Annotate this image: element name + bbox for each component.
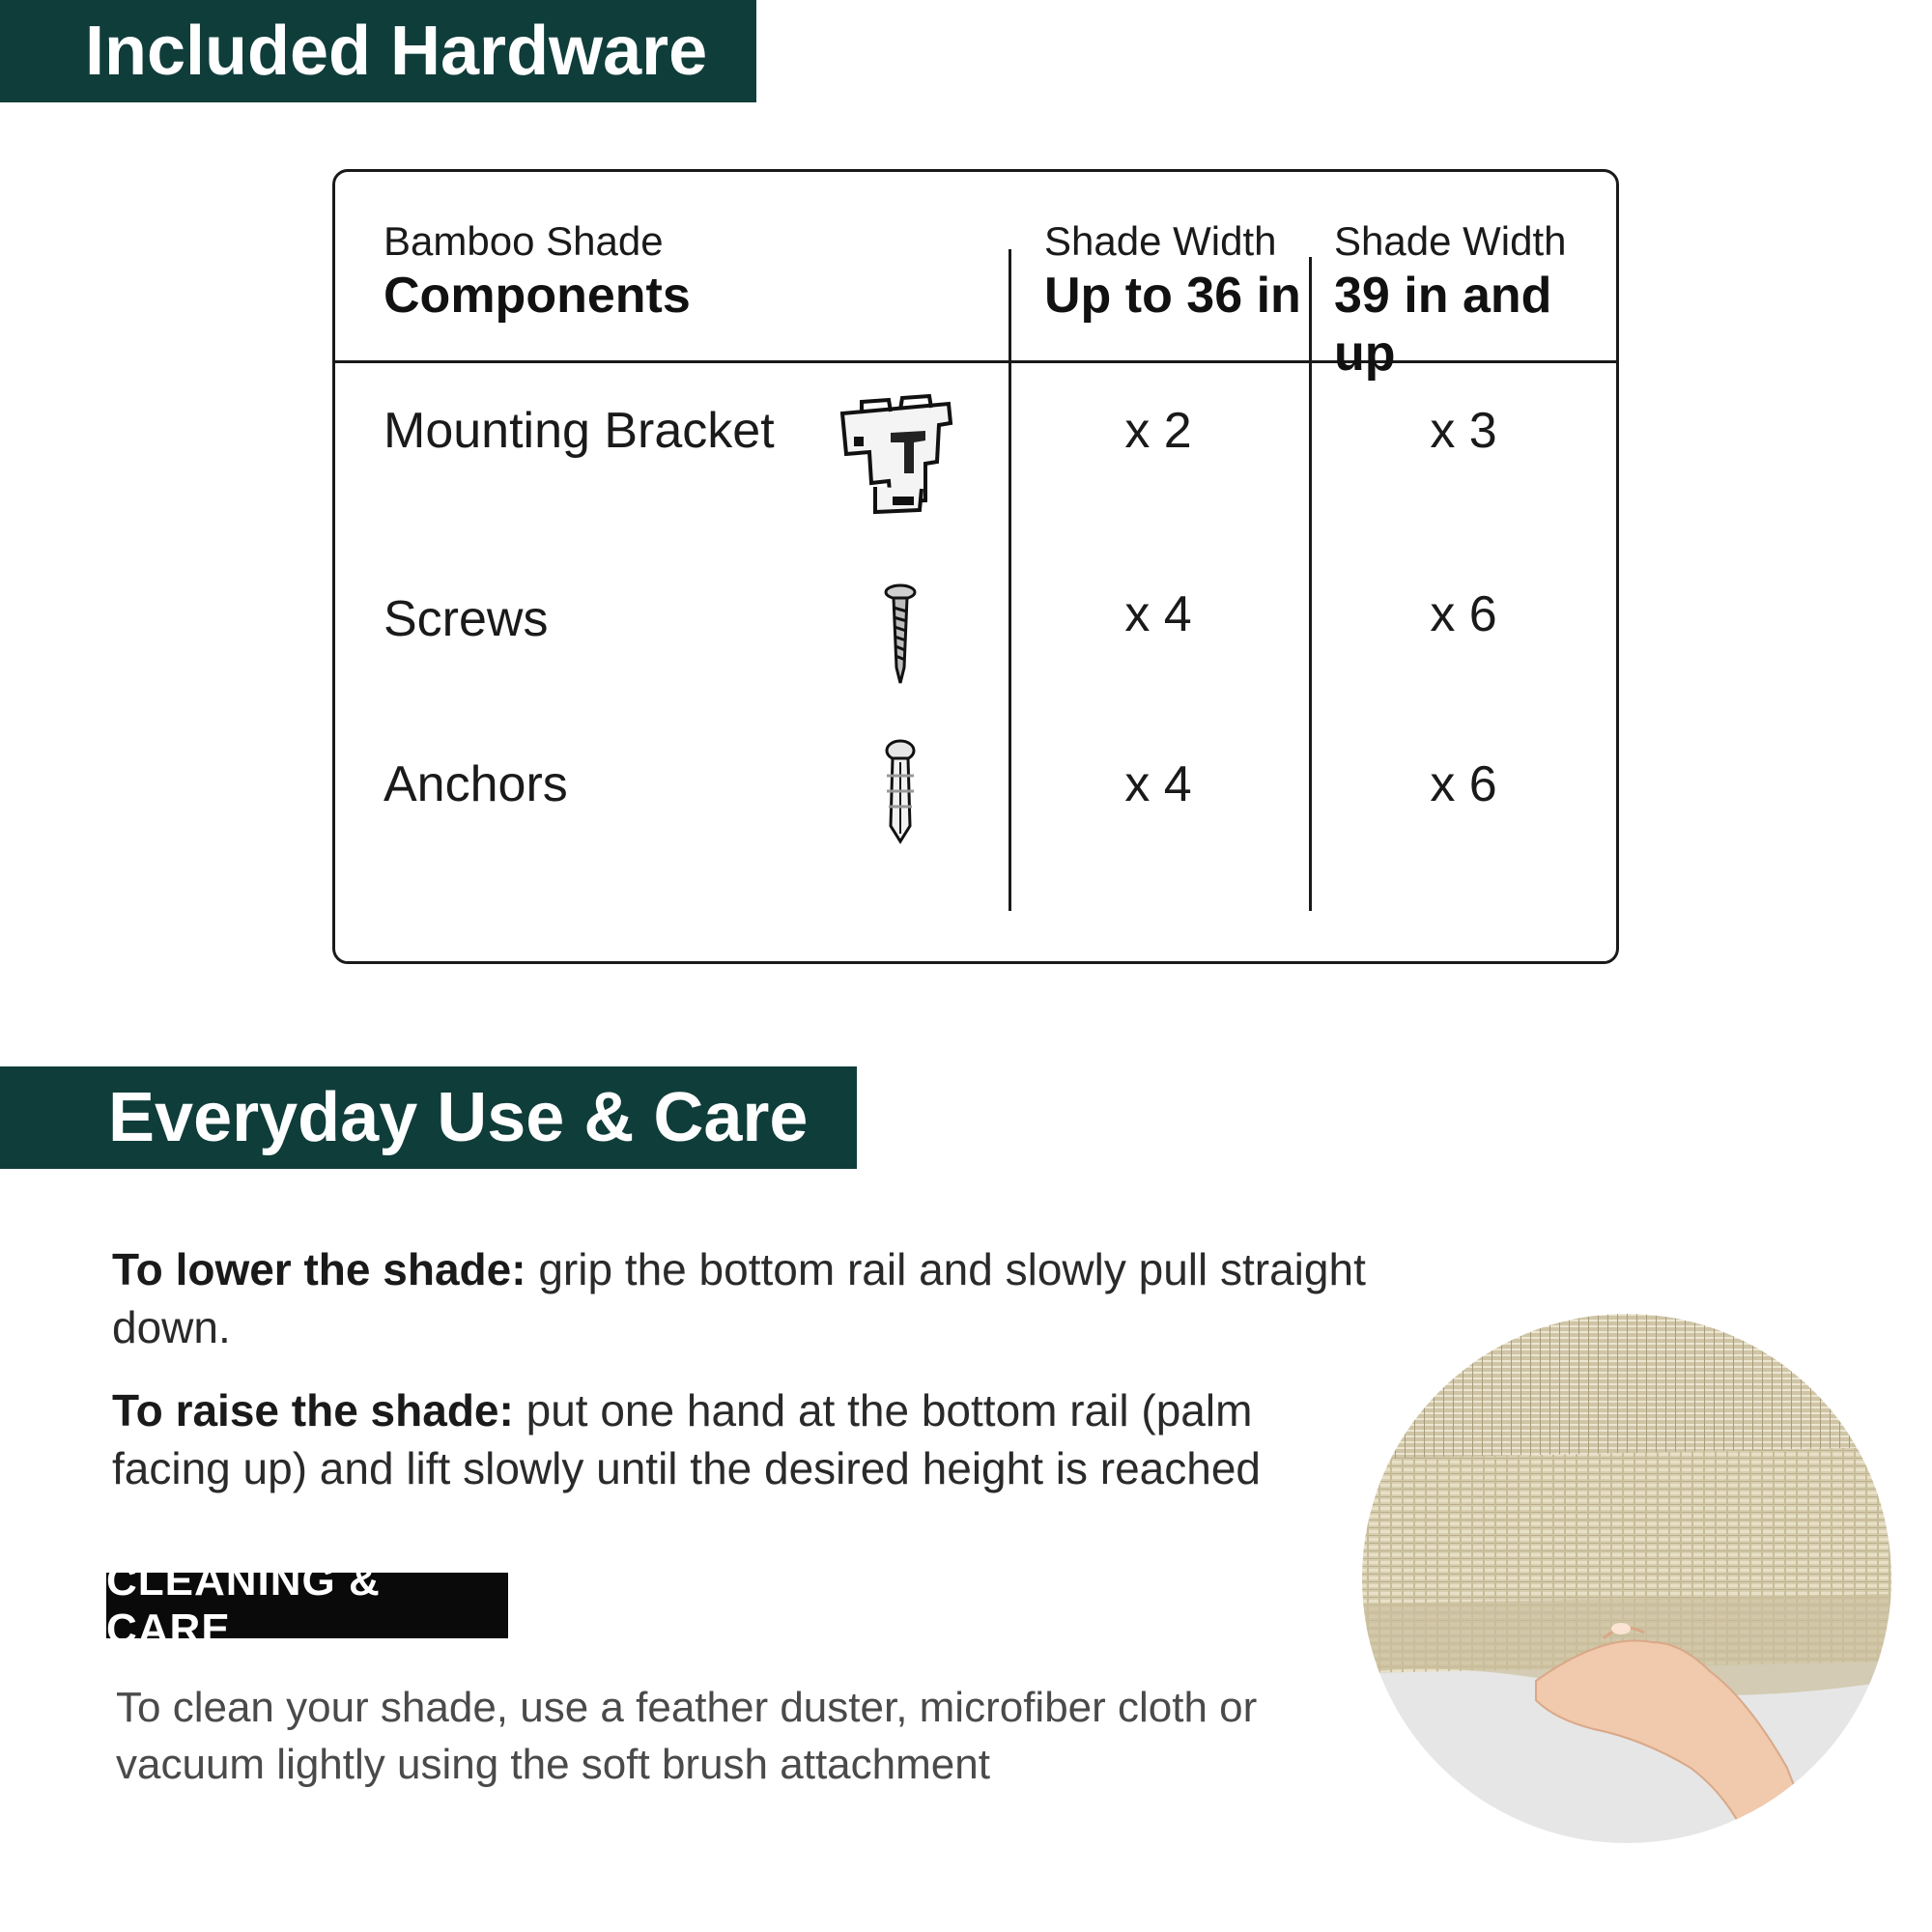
cleaning-care-tag: CLEANING & CARE — [106, 1573, 508, 1638]
col1-header: Components — [384, 268, 691, 324]
col2-header: Up to 36 in — [1044, 268, 1301, 324]
cleaning-instruction: To clean your shade, use a feather duster, microfiber cloth or vacuum lightly using the soft brush attachment — [116, 1684, 1258, 1788]
table-row-qty-small: x 2 — [1124, 403, 1192, 459]
col1-subheader: Bamboo Shade — [384, 218, 664, 264]
raise-shade-text: put one hand at the bottom rail (palm facing up) and lift slowly until the desired height is reached — [112, 1385, 1262, 1493]
anchor-icon — [871, 737, 929, 853]
table-row-qty-small: x 4 — [1124, 756, 1192, 812]
included-hardware-heading — [0, 0, 756, 102]
table-row-qty-large: x 6 — [1430, 756, 1497, 812]
mounting-bracket-icon — [833, 394, 958, 529]
bamboo-shade-photo — [1362, 1314, 1891, 1843]
table-row-qty-small: x 4 — [1124, 586, 1192, 642]
raise-shade-instruction — [112, 1381, 1368, 1497]
everyday-use-care-title: Everyday Use & Care — [108, 1079, 809, 1156]
lower-shade-label: To lower the shade: — [112, 1244, 526, 1294]
table-row-qty-large: x 3 — [1430, 403, 1497, 459]
hardware-table — [332, 169, 1619, 964]
table-row-label: Screws — [384, 591, 549, 647]
lower-shade-instruction — [112, 1240, 1368, 1356]
col2-subheader: Shade Width — [1044, 218, 1277, 264]
col3-header: 39 in and up — [1334, 268, 1552, 382]
screw-icon — [876, 582, 924, 694]
table-row-label: Anchors — [384, 756, 568, 812]
raise-shade-label: To raise the shade: — [112, 1385, 514, 1435]
table-column-divider — [1009, 249, 1011, 911]
table-column-divider — [1309, 257, 1312, 911]
col3-subheader: Shade Width — [1334, 218, 1567, 264]
everyday-use-care-heading — [0, 1066, 857, 1169]
included-hardware-title: Included Hardware — [85, 13, 708, 90]
table-row-label: Mounting Bracket — [384, 403, 775, 459]
table-row-qty-large: x 6 — [1430, 586, 1497, 642]
lower-shade-text: grip the bottom rail and slowly pull straight down. — [112, 1244, 1366, 1352]
